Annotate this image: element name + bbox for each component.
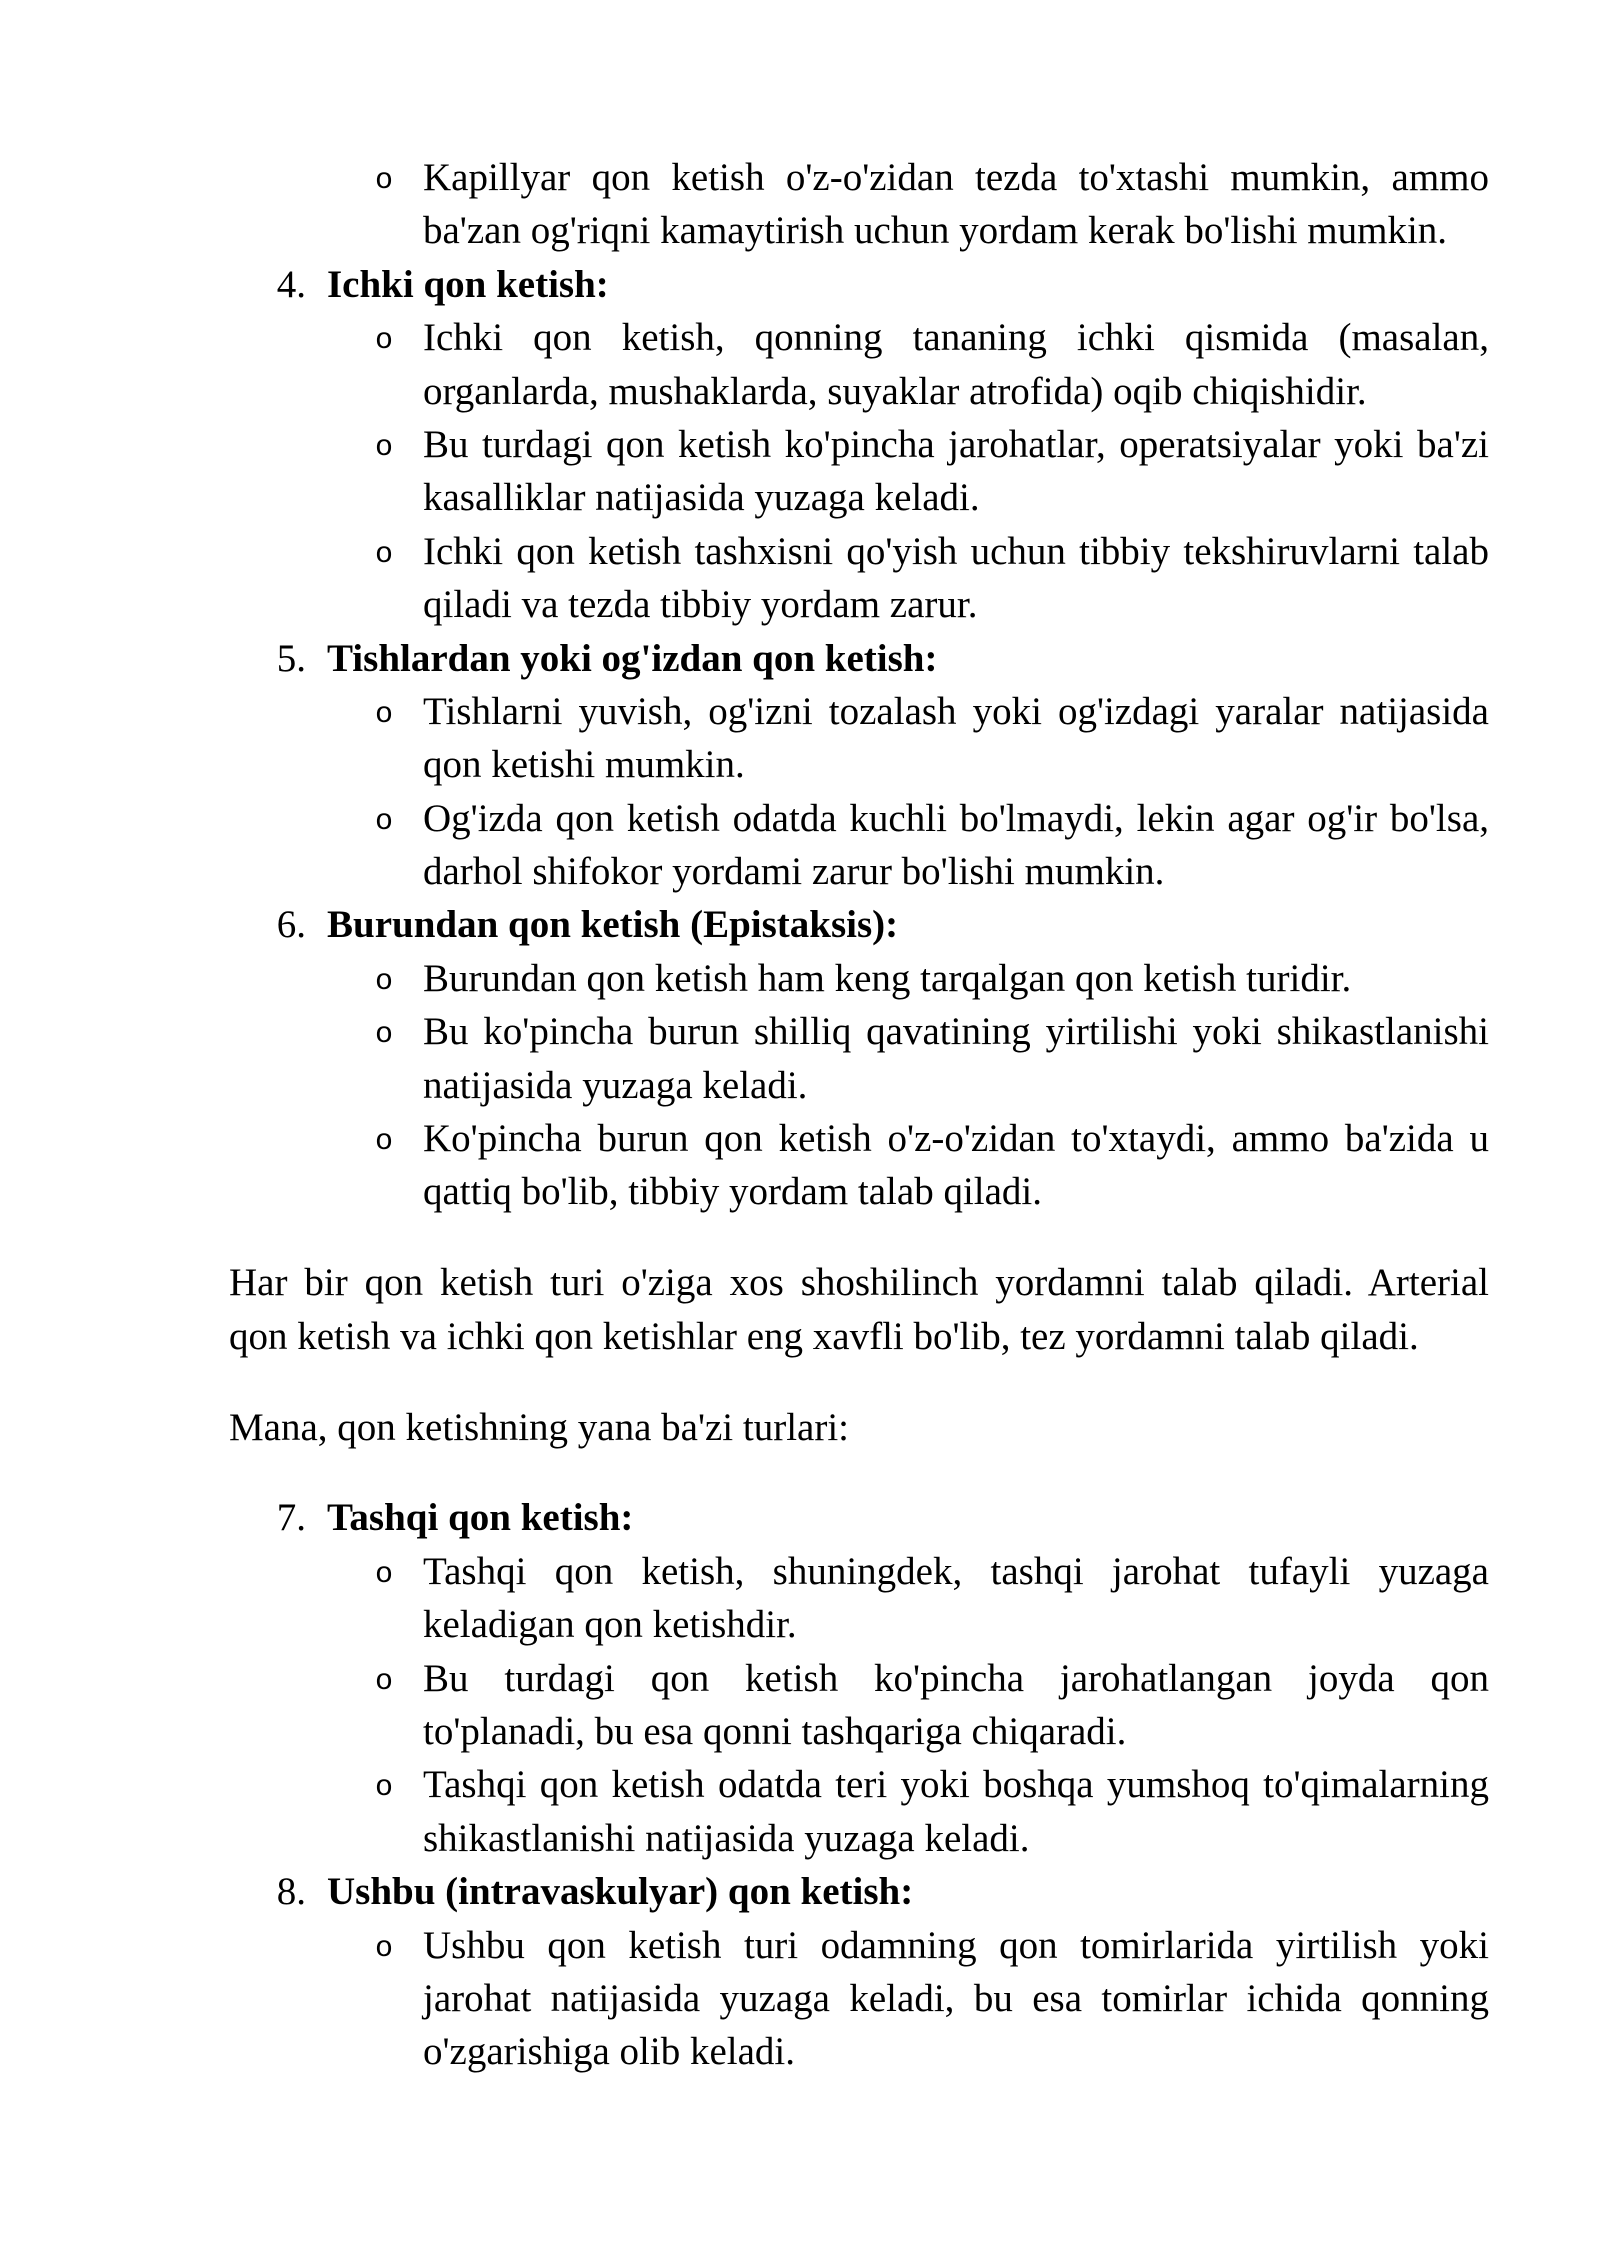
bullet-marker: o	[375, 964, 394, 999]
bullet-marker: o	[375, 1771, 394, 1806]
list-item-line: kasalliklar natijasida yuzaga keladi.	[423, 476, 980, 520]
list-item-line: darhol shifokor yordami zarur bo'lishi mumkin.	[423, 850, 1165, 894]
list-item-line: Ichki qon ketish, qonning tananing ichki qismida (masalan,	[423, 316, 1489, 360]
section-title: Tishlardan yoki og'izdan qon ketish:	[327, 636, 938, 680]
list-item	[375, 1919, 1489, 2079]
list-item	[375, 685, 1489, 792]
section-title: Ichki qon ketish:	[327, 262, 609, 306]
list-item-line: to'planadi, bu esa qonni tashqariga chiqaradi.	[423, 1710, 1127, 1754]
list-item-line: Bu turdagi qon ketish ko'pincha jarohatlar, operatsiyalar yoki ba'zi	[423, 422, 1489, 466]
section-number: 8.	[276, 1870, 306, 1914]
list-item-line: shikastlanishi natijasida yuzaga keladi.	[423, 1816, 1030, 1860]
list-item-line: qiladi va tezda tibbiy yordam zarur.	[423, 583, 978, 627]
list-item-line: keladigan qon ketishdir.	[423, 1603, 797, 1647]
section-number: 7.	[276, 1496, 306, 1540]
list-item-line: ba'zan og'riqni kamaytirish uchun yordam kerak bo'lishi mumkin.	[423, 209, 1448, 253]
section-title: Ushbu (intravaskulyar) qon ketish:	[327, 1870, 914, 1914]
list-item	[375, 1652, 1489, 1759]
list-item	[375, 311, 1489, 418]
section-number: 4.	[276, 262, 306, 306]
section-heading	[276, 1865, 1487, 1918]
list-item-line: Ushbu qon ketish turi odamning qon tomirlarida yirtilish yoki	[423, 1923, 1489, 1967]
page-content	[0, 151, 1600, 2079]
section-title: Burundan qon ketish (Epistaksis):	[327, 903, 899, 947]
list-item-line: Tashqi qon ketish, shuningdek, tashqi jarohat tufayli yuzaga	[423, 1549, 1489, 1593]
list-item-line: o'zgarishiga olib keladi.	[423, 2030, 796, 2074]
list-item-line: Bu ko'pincha burun shilliq qavatining yirtilishi yoki shikastlanishi	[423, 1010, 1489, 1054]
list-item-line: Ichki qon ketish tashxisni qo'yish uchun tibbiy tekshiruvlarni talab	[423, 529, 1489, 573]
bullet-marker: o	[375, 1125, 394, 1160]
paragraph-line: Har bir qon ketish turi o'ziga xos shoshilinch yordamni talab qiladi. Arterial	[229, 1261, 1489, 1305]
bullet-marker: o	[375, 324, 394, 359]
section-number: 6.	[276, 903, 306, 947]
list-item-line: Ko'pincha burun qon ketish o'z-o'zidan to'xtaydi, ammo ba'zida u	[423, 1117, 1489, 1161]
list-item	[375, 525, 1489, 632]
list-item	[375, 952, 1489, 1005]
section-heading	[276, 632, 1487, 685]
bullet-marker: o	[375, 1931, 394, 1966]
list-item-line: Tishlarni yuvish, og'izni tozalash yoki og'izdagi yaralar natijasida	[423, 689, 1489, 733]
bullet-marker: o	[375, 697, 394, 732]
bullet-marker: o	[375, 1557, 394, 1592]
list-item-line: Og'izda qon ketish odatda kuchli bo'lmaydi, lekin agar og'ir bo'lsa,	[423, 796, 1489, 840]
bullet-marker: o	[375, 1018, 394, 1053]
list-item	[375, 1545, 1489, 1652]
list-item-line: Burundan qon ketish ham keng tarqalgan qon ketish turidir.	[423, 956, 1352, 1000]
bullet-marker: o	[375, 804, 394, 839]
list-item-line: Kapillyar qon ketish o'z-o'zidan tezda to'xtashi mumkin, ammo	[423, 156, 1489, 199]
bullet-marker: o	[375, 537, 394, 572]
list-item	[375, 1758, 1489, 1865]
paragraph-line: qon ketish va ichki qon ketishlar eng xavfli bo'lib, tez yordamni talab qiladi.	[229, 1314, 1419, 1358]
list-item	[375, 1005, 1489, 1112]
bullet-marker: o	[375, 164, 394, 198]
list-item-line: Tashqi qon ketish odatda teri yoki boshqa yumshoq to'qimalarning	[423, 1763, 1489, 1807]
section-heading	[276, 1491, 1487, 1544]
section-number: 5.	[276, 636, 306, 680]
list-item-line: qattiq bo'lib, tibbiy yordam talab qiladi.	[423, 1170, 1043, 1214]
section-title: Tashqi qon ketish:	[327, 1496, 634, 1540]
list-item	[375, 1112, 1489, 1219]
list-item-line: jarohat natijasida yuzaga keladi, bu esa tomirlar ichida qonning	[423, 1977, 1489, 2020]
list-item-line: Bu turdagi qon ketish ko'pincha jarohatlangan joyda qon	[423, 1656, 1489, 1700]
list-item-line: qon ketishi mumkin.	[423, 743, 745, 787]
list-item-line: natijasida yuzaga keladi.	[423, 1063, 808, 1107]
list-item	[375, 792, 1489, 899]
section-heading	[276, 258, 1487, 311]
paragraph-line: Mana, qon ketishning yana ba'zi turlari:	[229, 1405, 850, 1449]
list-item-line: organlarda, mushaklarda, suyaklar atrofida) oqib chiqishidir.	[423, 369, 1367, 413]
section-heading	[276, 898, 1487, 951]
bullet-marker: o	[375, 1664, 394, 1699]
list-item	[375, 151, 1489, 258]
body-paragraph	[229, 1401, 1489, 1454]
body-paragraph	[229, 1256, 1489, 1363]
list-item	[375, 418, 1489, 525]
bullet-marker: o	[375, 430, 394, 465]
